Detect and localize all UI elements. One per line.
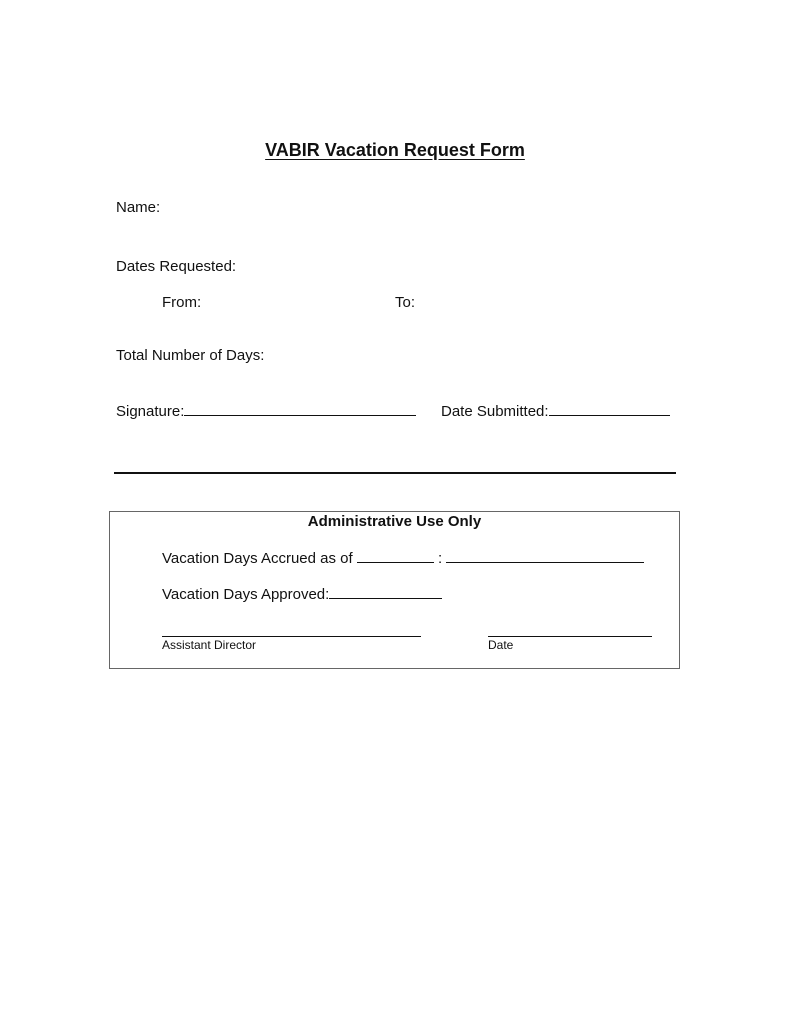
date-submitted-line[interactable]	[549, 401, 670, 416]
date-submitted-field[interactable]	[441, 401, 670, 420]
accrued-days-line[interactable]	[446, 548, 644, 563]
from-label: From:	[162, 294, 202, 311]
approved-field[interactable]	[162, 584, 442, 603]
form-title: VABIR Vacation Request Form	[265, 140, 525, 160]
date-submitted-label: Date Submitted:	[441, 403, 549, 420]
accrued-label: Vacation Days Accrued as of	[162, 550, 353, 567]
total-days-label: Total Number of Days:	[116, 347, 265, 364]
assistant-director-signature-line[interactable]	[162, 636, 421, 637]
signature-label: Signature:	[116, 403, 185, 420]
accrued-field[interactable]	[162, 548, 644, 567]
signature-line[interactable]	[184, 401, 416, 416]
dates-requested-label: Dates Requested:	[116, 258, 237, 275]
signature-field[interactable]	[116, 401, 416, 420]
to-label: To:	[395, 294, 416, 311]
admin-section-title: Administrative Use Only	[307, 513, 482, 530]
section-divider	[114, 472, 676, 474]
assistant-director-label: Assistant Director	[162, 638, 257, 652]
name-label: Name:	[116, 199, 161, 216]
admin-date-label: Date	[488, 638, 514, 652]
approved-label: Vacation Days Approved:	[162, 586, 330, 603]
approved-days-line[interactable]	[329, 584, 442, 599]
accrued-date-line[interactable]	[357, 548, 434, 563]
accrued-separator: :	[438, 550, 443, 567]
admin-date-line[interactable]	[488, 636, 652, 637]
